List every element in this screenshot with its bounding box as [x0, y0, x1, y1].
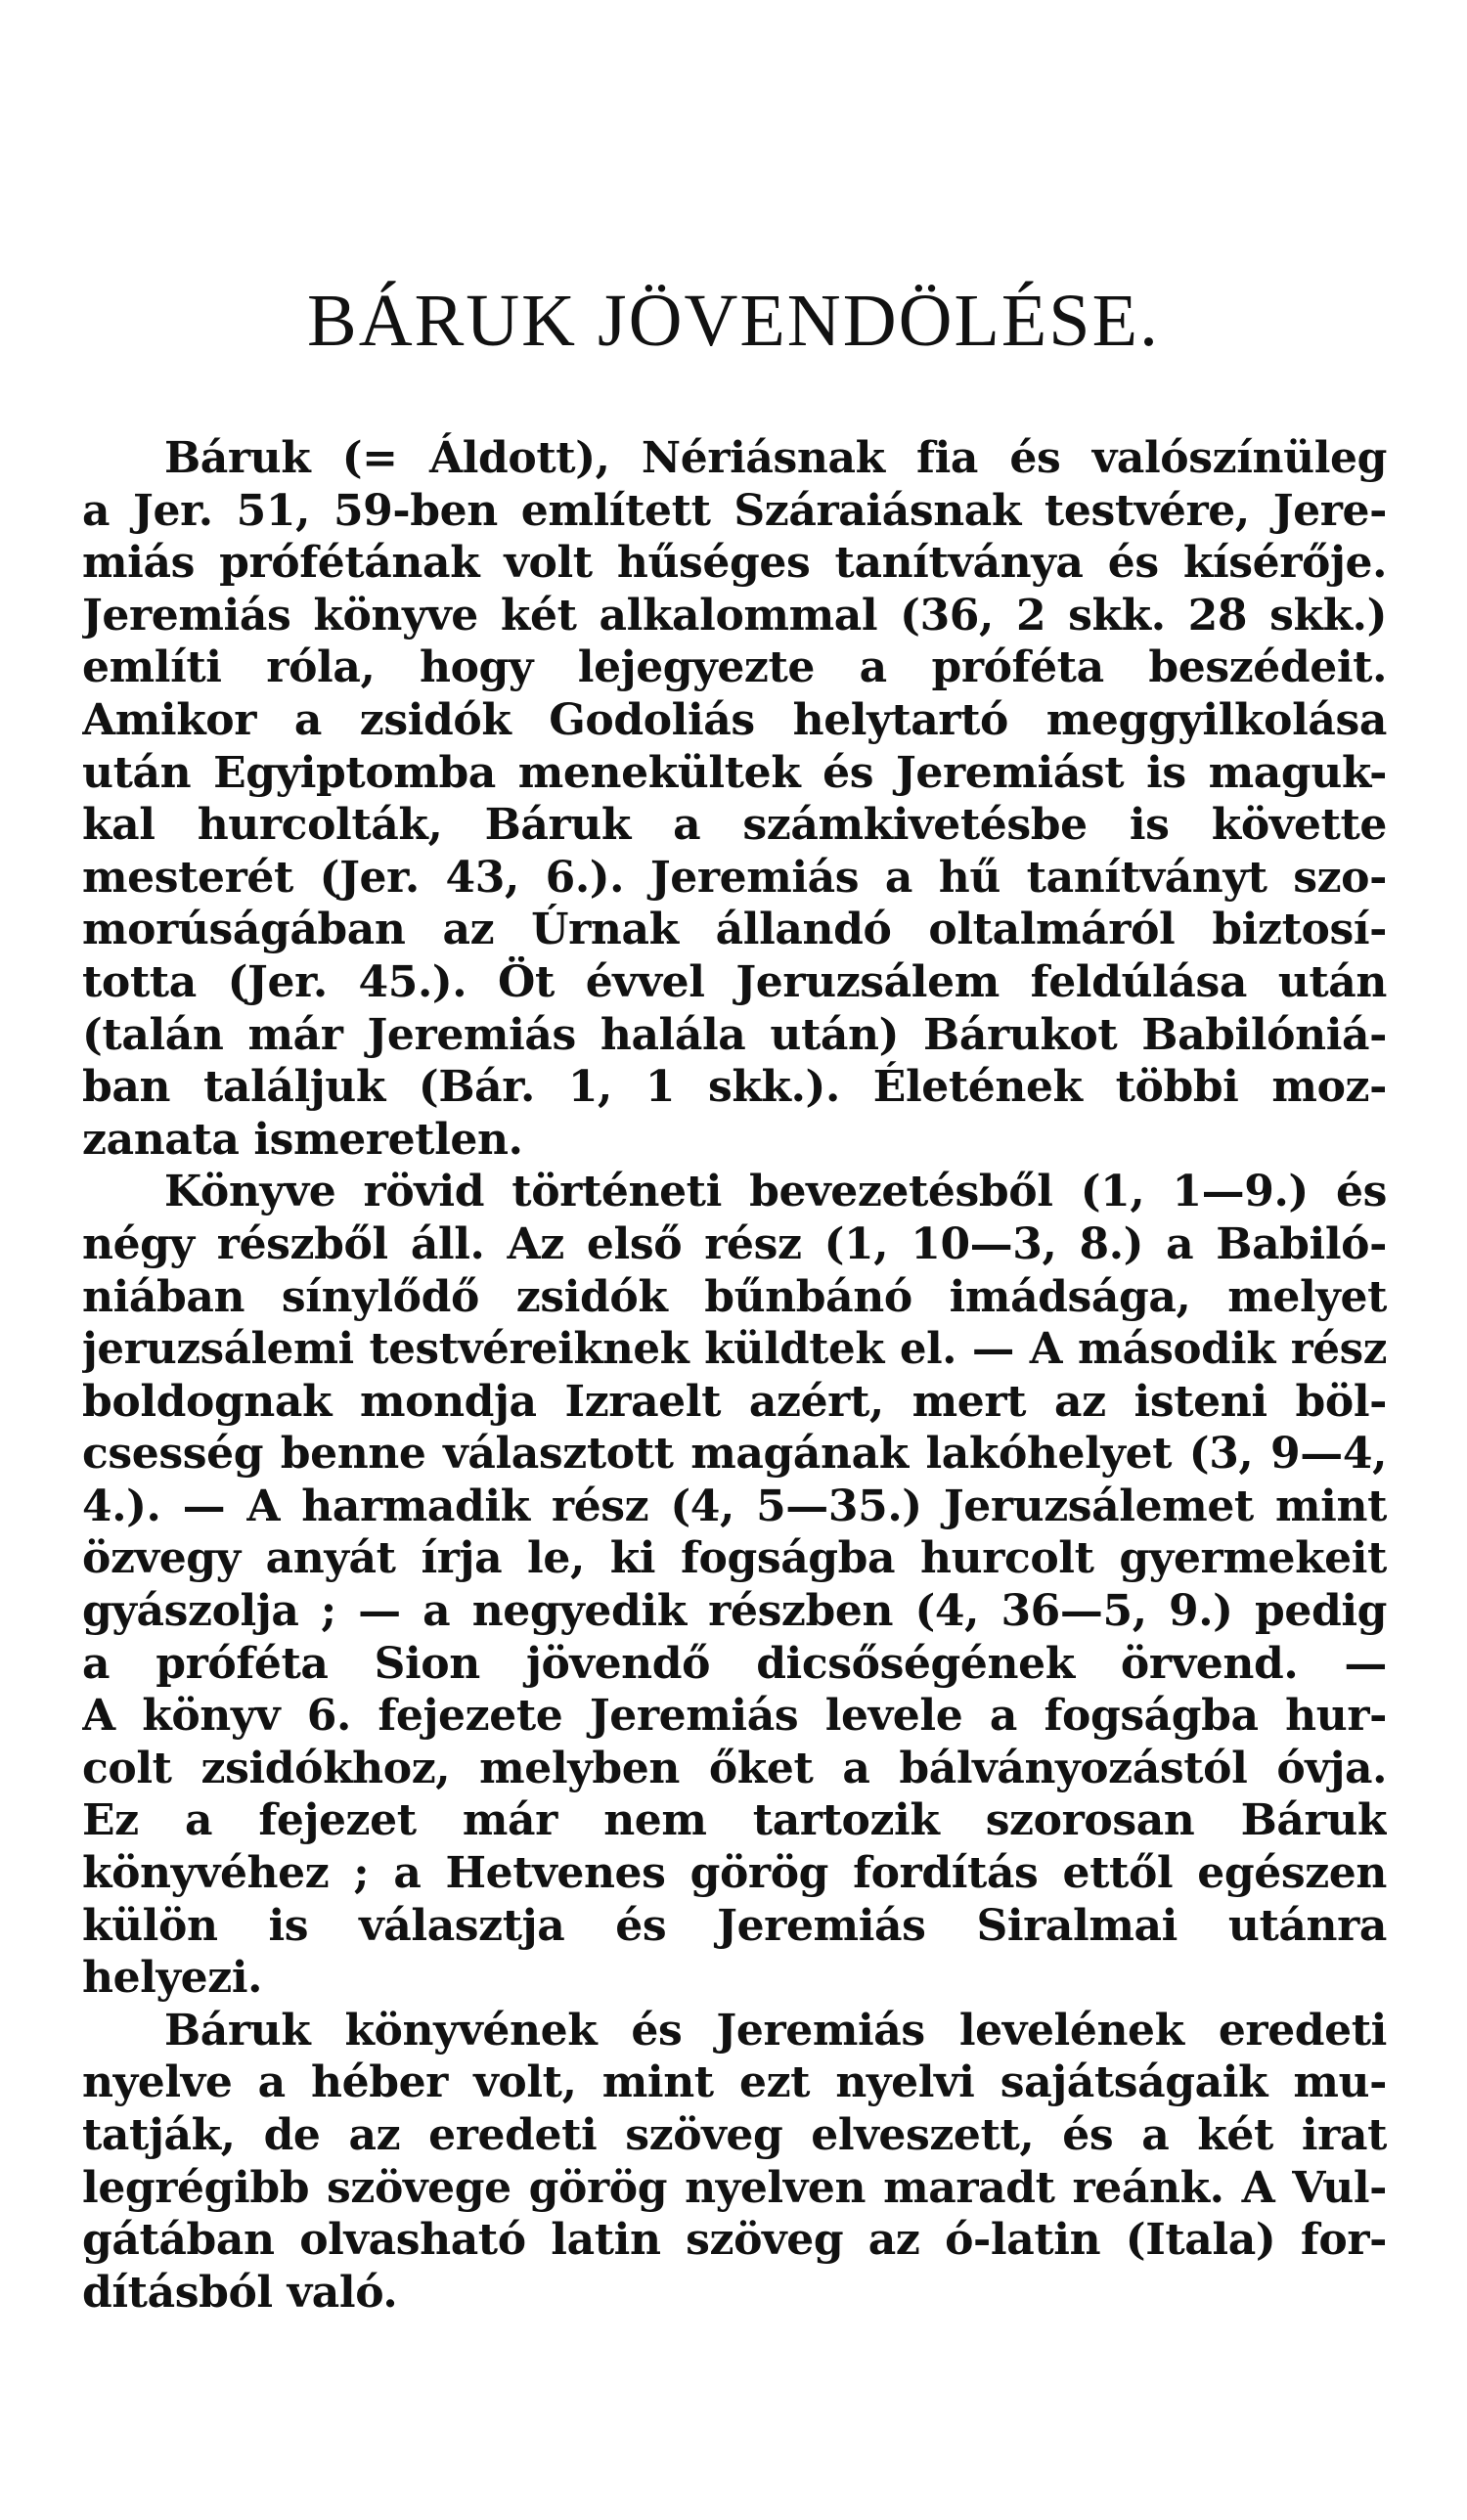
body-text: [82, 432, 1387, 2319]
text-line: A könyv 6. fejezete Jeremiás levele a fogságba hur-: [82, 1691, 1387, 1742]
text-line: (talán már Jeremiás halála után) Bárukot Babilóniá-: [82, 1009, 1387, 1060]
text-line: könyvéhez ; a Hetvenes görög fordítás ettől egészen: [82, 1848, 1387, 1899]
text-line: colt zsidókhoz, melyben őket a bálványozástól óvja.: [82, 1743, 1387, 1793]
text-line: 4.). — A harmadik rész (4, 5—35.) Jeruzsálemet mint: [82, 1481, 1387, 1531]
text-line: ban találjuk (Bár. 1, 1 skk.). Életének többi moz-: [82, 1062, 1387, 1113]
text-line: Báruk (= Áldott), Nériásnak fia és valószínüleg: [164, 433, 1387, 483]
text-line: boldognak mondja Izraelt azért, mert az isteni böl-: [82, 1376, 1387, 1427]
text-line: négy részből áll. Az első rész (1, 10—3, 8.) a Babiló-: [82, 1218, 1387, 1269]
text-line: Báruk könyvének és Jeremiás levelének eredeti: [164, 2005, 1387, 2056]
text-line: a Jer. 51, 59-ben említett Száraiásnak testvére, Jere-: [82, 485, 1387, 536]
text-line: gyászolja ; — a negyedik részben (4, 36—5, 9.) pedig: [82, 1586, 1387, 1637]
text-line: említi róla, hogy lejegyezte a próféta beszédeit.: [82, 642, 1387, 693]
chapter-title: BÁRUK JÖVENDÖLÉSE.: [307, 280, 1160, 362]
text-line: Ez a fejezet már nem tartozik szorosan Báruk: [82, 1795, 1387, 1846]
text-line: csesség benne választott magának lakóhelyet (3, 9—4,: [82, 1429, 1387, 1480]
text-line: zanata ismeretlen.: [82, 1114, 523, 1165]
text-line: mesterét (Jer. 43, 6.). Jeremiás a hű tanítványt szo-: [82, 852, 1387, 903]
text-line: morúságában az Úrnak állandó oltalmáról biztosí-: [82, 905, 1387, 955]
text-line: legrégibb szövege görög nyelven maradt reánk. A Vul-: [82, 2162, 1387, 2213]
text-line: a próféta Sion jövendő dicsőségének örvend. —: [82, 1638, 1387, 1689]
text-line: dításból való.: [82, 2267, 398, 2318]
text-line: nyelve a héber volt, mint ezt nyelvi sajátságaik mu-: [82, 2057, 1387, 2108]
text-line: tatják, de az eredeti szöveg elveszett, és a két irat: [82, 2110, 1387, 2160]
text-line: külön is választja és Jeremiás Siralmai utánra: [82, 1900, 1387, 1951]
text-line: niában sínylődő zsidók bűnbánó imádsága, melyet: [82, 1271, 1387, 1322]
text-line: totta (Jer. 45.). Öt évvel Jeruzsálem feldúlása után: [82, 956, 1387, 1007]
text-line: kal hurcolták, Báruk a számkivetésbe is követte: [82, 800, 1387, 851]
text-line: helyezi.: [82, 1953, 263, 2004]
text-line: Amikor a zsidók Godoliás helytartó meggyilkolása: [82, 694, 1387, 745]
text-line: gátában olvasható latin szöveg az ó-latin (Itala) for-: [82, 2215, 1387, 2266]
text-line: után Egyiptomba menekültek és Jeremiást is maguk-: [82, 747, 1387, 798]
text-line: Jeremiás könyve két alkalommal (36, 2 skk. 28 skk.): [82, 590, 1387, 641]
text-line: miás prófétának volt hűséges tanítványa és kísérője.: [82, 538, 1387, 589]
text-line: özvegy anyát írja le, ki fogságba hurcolt gyermekeit: [82, 1533, 1387, 1584]
text-line: Könyve rövid történeti bevezetésből (1, 1—9.) és: [164, 1167, 1387, 1217]
text-line: jeruzsálemi testvéreiknek küldtek el. — A második rész: [82, 1324, 1387, 1375]
